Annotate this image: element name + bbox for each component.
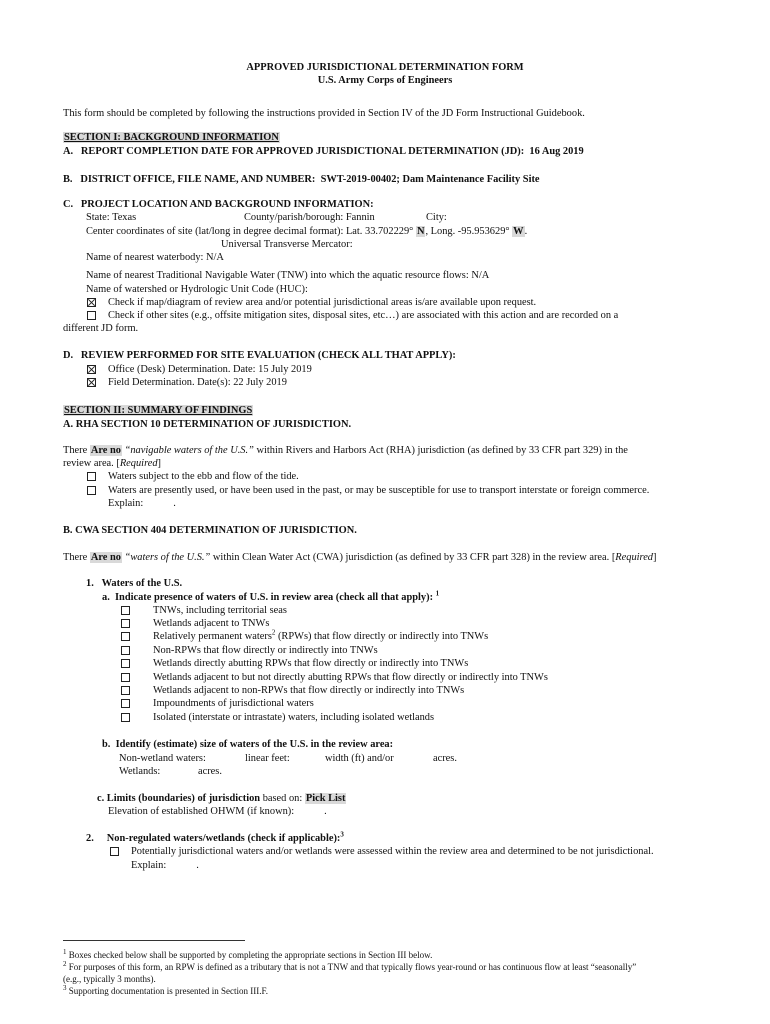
utm-field: Universal Transverse Mercator: — [221, 239, 353, 250]
footnote-3: $^3$ Supporting documentation is presented in Section III.F. — [63, 984, 268, 996]
item-d: D. REVIEW PERFORMED FOR SITE EVALUATION (CHECK ALL THAT APPLY): — [63, 350, 456, 361]
completion-date: 16 Aug 2019 — [529, 146, 584, 157]
waters-checkbox-7[interactable] — [121, 686, 130, 695]
other-sites-checkbox[interactable] — [87, 311, 96, 320]
nonregulated-label: Potentially jurisdictional waters and/or wetlands were assessed within the review area and determined to be not jurisdictional. — [131, 846, 654, 857]
waters-checkbox-4[interactable] — [121, 646, 130, 655]
presence-heading: a. Indicate presence of waters of U.S. in review area (check all that apply): $^1$ — [102, 589, 440, 603]
footnote-2: $^2$ For purposes of this form, an RPW is defined as a tributary that is not a TNW and that typically flows year-round or has continuous flow at least “seasonally” — [63, 960, 637, 972]
section2-heading: SECTION II: SUMMARY OF FINDINGS — [64, 405, 253, 416]
waters-checkbox-3[interactable] — [121, 632, 130, 641]
waters-item-3: Relatively permanent waters$^2$ (RPWs) that flow directly or indirectly into TNWs — [153, 628, 489, 642]
nonregulated-checkbox[interactable] — [110, 847, 119, 856]
nonwetland-label: Non-wetland waters: — [119, 753, 206, 764]
width-label: width (ft) and/or — [325, 753, 394, 764]
ohwm-value[interactable]: . — [324, 806, 327, 817]
waters-checkbox-9[interactable] — [121, 713, 130, 722]
waterbody-field: Name of nearest waterbody: N/A — [86, 252, 224, 263]
field-determination-checkbox[interactable] — [87, 378, 96, 387]
size-heading: b. Identify (estimate) size of waters of the U.S. in the review area: — [102, 739, 394, 750]
limits-pick-list[interactable]: Pick List — [305, 793, 346, 804]
commerce-waters-checkbox[interactable] — [87, 486, 96, 495]
footnote-2-cont: (e.g., typically 3 months). — [63, 974, 156, 984]
item-c: C. PROJECT LOCATION AND BACKGROUND INFORMATION: — [63, 199, 374, 210]
tnw-field: Name of nearest Traditional Navigable Water (TNW) into which the aquatic resource flows: N/A — [86, 270, 490, 281]
rha-paragraph: There Are no “navigable waters of the U.S.” within Rivers and Harbors Act (RHA) jurisdiction (as defined by 33 CFR part 329) in the — [63, 445, 628, 456]
lat-direction[interactable]: N — [416, 226, 425, 237]
form-title: APPROVED JURISDICTIONAL DETERMINATION FORM — [246, 62, 524, 73]
cwa-choice[interactable]: Are no — [90, 552, 121, 563]
waters-checkbox-1[interactable] — [121, 606, 130, 615]
waters-item-2: Wetlands adjacent to TNWs — [153, 618, 270, 629]
waters-checkbox-2[interactable] — [121, 619, 130, 628]
waters-checkbox-5[interactable] — [121, 659, 130, 668]
item-a: A. REPORT COMPLETION DATE FOR APPROVED JURISDICTIONAL DETERMINATION (JD): 16 Aug 2019 — [63, 146, 584, 157]
city-field: City: — [426, 212, 447, 223]
long-direction[interactable]: W — [513, 226, 524, 237]
office-determination-checkbox[interactable] — [87, 365, 96, 374]
waters-item-4: Non-RPWs that flow directly or indirectly into TNWs — [153, 645, 378, 656]
ohwm-line: Elevation of established OHWM (if known): . — [108, 806, 327, 817]
waters-item-1: TNWs, including territorial seas — [153, 605, 287, 616]
cwa-paragraph: There Are no “waters of the U.S.” within Clean Water Act (CWA) jurisdiction (as defined by 33 CFR part 328) in the review area. [Required] — [63, 552, 657, 563]
wetlands-label: Wetlands: — [119, 766, 161, 777]
waters-item-8: Impoundments of jurisdictional waters — [153, 698, 314, 709]
huc-field: Name of watershed or Hydrologic Unit Code (HUC): — [86, 284, 308, 295]
office-determination-label: Office (Desk) Determination. Date: 15 July 2019 — [108, 364, 312, 375]
intro-text: This form should be completed by following the instructions provided in Section IV of the JD Form Instructional Guidebook. — [63, 108, 585, 119]
waters-checkbox-6[interactable] — [121, 673, 130, 682]
footnote-divider — [63, 940, 245, 941]
map-available-checkbox[interactable] — [87, 298, 96, 307]
commerce-waters-label: Waters are presently used, or have been used in the past, or may be susceptible for use to transport interstate or foreign commerce. — [108, 485, 650, 496]
section1-heading: SECTION I: BACKGROUND INFORMATION — [64, 132, 279, 143]
waters-item-7: Wetlands adjacent to non-RPWs that flow directly or indirectly into TNWs — [153, 685, 465, 696]
linear-feet-label: linear feet: — [245, 753, 290, 764]
rha-explain: Explain: . — [108, 498, 176, 509]
waters-item-9: Isolated (interstate or intrastate) waters, including isolated wetlands — [153, 712, 435, 723]
rha-heading: A. RHA SECTION 10 DETERMINATION OF JURISDICTION. — [63, 419, 352, 430]
item-b: B. DISTRICT OFFICE, FILE NAME, AND NUMBER: SWT-2019-00402; Dam Maintenance Facility Site — [63, 174, 540, 185]
waters-checkbox-8[interactable] — [121, 699, 130, 708]
form-org: U.S. Army Corps of Engineers — [317, 75, 453, 86]
wetlands-acres-label: acres. — [198, 766, 222, 777]
waters-us-heading: 1. Waters of the U.S. — [86, 578, 183, 589]
other-sites-label-cont: different JD form. — [63, 323, 139, 334]
rha-paragraph-cont: review area. [Required] — [63, 458, 161, 469]
nonregulated-explain-value[interactable]: . — [196, 860, 199, 871]
nonregulated-heading: 2. Non-regulated waters/wetlands (check if applicable):$^3$ — [86, 830, 344, 844]
acres-label: acres. — [433, 753, 457, 764]
rha-explain-value[interactable]: . — [173, 498, 176, 509]
cwa-heading: B. CWA SECTION 404 DETERMINATION OF JURISDICTION. — [63, 525, 357, 536]
tidal-waters-checkbox[interactable] — [87, 472, 96, 481]
limits-line: c. Limits (boundaries) of jurisdiction based on: Pick List — [97, 793, 346, 804]
footnote-1: $^1$ Boxes checked below shall be supported by completing the appropriate sections in Section III below. — [63, 948, 433, 960]
coordinates-line: Center coordinates of site (lat/long in degree decimal format): Lat. 33.702229° N, Long. -95.953629° W. — [86, 226, 528, 237]
tidal-waters-label: Waters subject to the ebb and flow of the tide. — [108, 471, 299, 482]
county-field: County/parish/borough: Fannin — [244, 212, 375, 223]
field-determination-label: Field Determination. Date(s): 22 July 2019 — [108, 377, 287, 388]
other-sites-label: Check if other sites (e.g., offsite mitigation sites, disposal sites, etc…) are associated with this action and are recorded on a — [108, 310, 619, 321]
file-number: SWT-2019-00402; Dam Maintenance Facility Site — [320, 174, 540, 185]
map-available-label: Check if map/diagram of review area and/or potential jurisdictional areas is/are available upon request. — [108, 297, 537, 308]
rha-choice[interactable]: Are no — [90, 445, 121, 456]
waters-item-6: Wetlands adjacent to but not directly abutting RPWs that flow directly or indirectly into TNWs — [153, 672, 548, 683]
waters-item-5: Wetlands directly abutting RPWs that flow directly or indirectly into TNWs — [153, 658, 469, 669]
state-field: State: Texas — [86, 212, 137, 223]
nonregulated-explain: Explain: . — [131, 860, 199, 871]
